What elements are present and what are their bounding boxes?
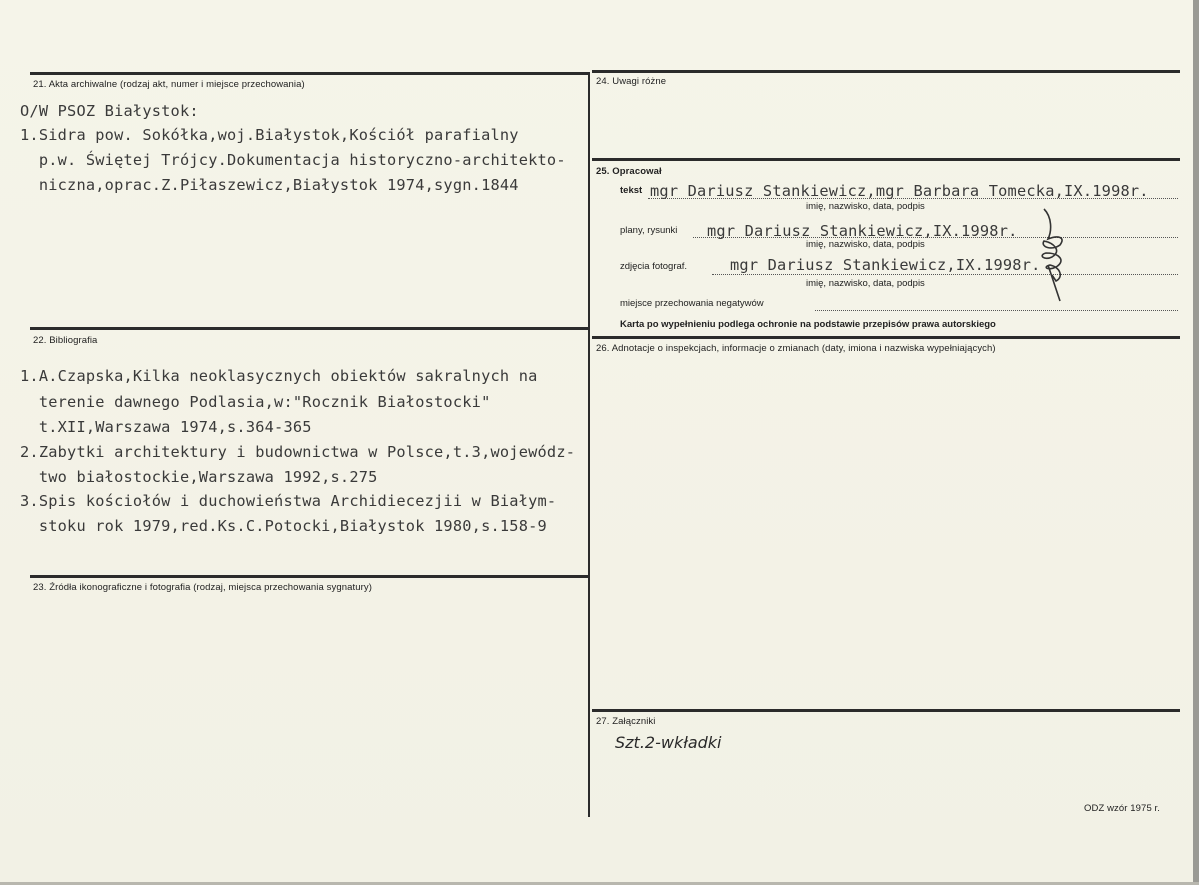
rule-26-top bbox=[592, 336, 1180, 339]
section-25-header: 25. Opracował bbox=[596, 166, 662, 177]
rule-22-top bbox=[30, 327, 588, 330]
bibliography-entry: two białostockie,Warszawa 1992,s.275 bbox=[20, 468, 378, 486]
zdjecia-value: mgr Dariusz Stankiewicz,IX.1998r. bbox=[730, 256, 1041, 274]
bibliography-entry: 1.A.Czapska,Kilka neoklasycznych obiektów sakralnych na bbox=[20, 367, 538, 385]
signature bbox=[1030, 205, 1090, 305]
section-21-line: niczna,oprac.Z.Piłaszewicz,Białystok 1974,sygn.1844 bbox=[20, 176, 519, 194]
bibliography-entry: terenie dawnego Podlasia,w:"Rocznik Białostocki" bbox=[20, 393, 491, 411]
section-27-header: 27. Załączniki bbox=[596, 716, 656, 727]
zdjecia-label: zdjęcia fotograf. bbox=[620, 261, 688, 272]
section-21-line: O/W PSOZ Białystok: bbox=[20, 102, 199, 120]
section-22-header: 22. Bibliografia bbox=[33, 335, 98, 346]
section-26-header: 26. Adnotacje o inspekcjach, informacje o zmianach (daty, imiona i nazwiska wypełniających) bbox=[596, 343, 996, 354]
plany-sublabel: imię, nazwisko, data, podpis bbox=[806, 239, 925, 250]
negatywy-dotted-line bbox=[815, 310, 1178, 311]
section-21-header: 21. Akta archiwalne (rodzaj akt, numer i miejsce przechowania) bbox=[33, 79, 305, 90]
zdjecia-sublabel: imię, nazwisko, data, podpis bbox=[806, 278, 925, 289]
card-edge-right bbox=[1193, 0, 1199, 885]
attachments-value: Szt.2-wkładki bbox=[615, 733, 722, 752]
tekst-value: mgr Dariusz Stankiewicz,mgr Barbara Tomecka,IX.1998r. bbox=[650, 182, 1149, 200]
plany-label: plany, rysunki bbox=[620, 225, 678, 236]
negatywy-label: miejsce przechowania negatywów bbox=[620, 298, 764, 309]
rule-24-top bbox=[592, 70, 1180, 73]
form-identifier: ODZ wzór 1975 r. bbox=[1084, 803, 1161, 814]
section-23-header: 23. Źródła ikonograficzne i fotografia (rodzaj, miejsca przechowania sygnatury) bbox=[33, 582, 372, 593]
copyright-notice: Karta po wypełnieniu podlega ochronie na podstawie przepisów prawa autorskiego bbox=[620, 319, 996, 330]
plany-value: mgr Dariusz Stankiewicz,IX.1998r. bbox=[707, 222, 1018, 240]
rule-21-top bbox=[30, 72, 588, 75]
rule-25-top bbox=[592, 158, 1180, 161]
section-21-line: p.w. Świętej Trójcy.Dokumentacja historyczno-architekto- bbox=[20, 151, 566, 169]
tekst-label: tekst bbox=[620, 185, 643, 196]
bibliography-entry: stoku rok 1979,red.Ks.C.Potocki,Białystok 1980,s.158-9 bbox=[20, 517, 547, 535]
section-24-header: 24. Uwagi różne bbox=[596, 76, 667, 87]
bibliography-entry: 3.Spis kościołów i duchowieństwa Archidiecezjii w Białym- bbox=[20, 492, 557, 510]
zdjecia-dotted-line bbox=[712, 274, 1178, 275]
rule-23-top bbox=[30, 575, 588, 578]
column-divider bbox=[588, 72, 590, 817]
rule-27-top bbox=[592, 709, 1180, 712]
bibliography-entry: t.XII,Warszawa 1974,s.364-365 bbox=[20, 418, 312, 436]
section-21-line: 1.Sidra pow. Sokółka,woj.Białystok,Kościół parafialny bbox=[20, 126, 519, 144]
bibliography-entry: 2.Zabytki architektury i budownictwa w Polsce,t.3,wojewódz- bbox=[20, 443, 576, 461]
tekst-sublabel: imię, nazwisko, data, podpis bbox=[806, 201, 925, 212]
